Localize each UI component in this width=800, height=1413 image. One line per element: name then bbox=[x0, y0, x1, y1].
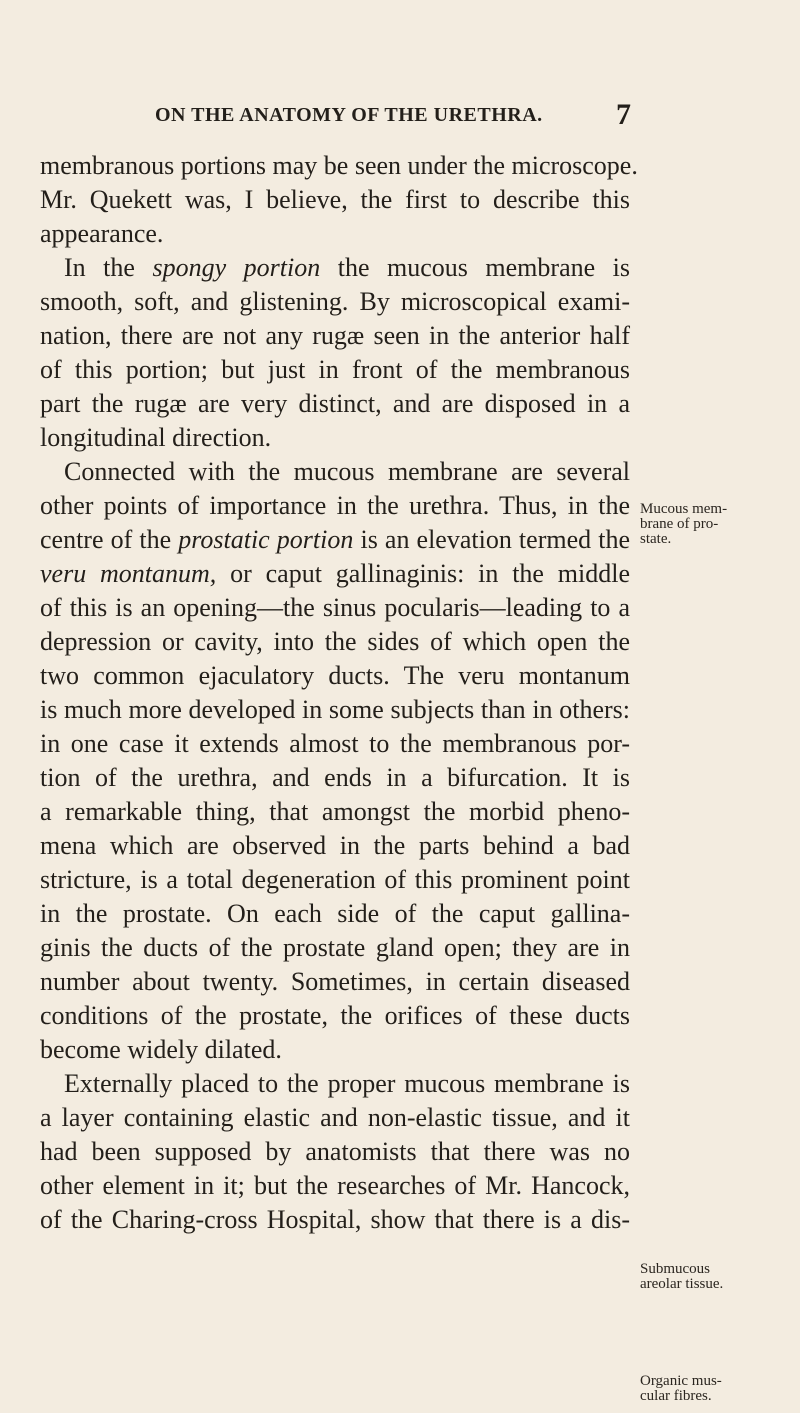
text-line: Externally placed to the proper mucous membrane is bbox=[64, 1069, 630, 1098]
text-line: mena which are observed in the parts behind a bad bbox=[40, 831, 630, 860]
text-line: a layer containing elastic and non-elastic tissue, and it bbox=[40, 1103, 630, 1132]
text-line: other element in it; but the researches of Mr. Hancock, bbox=[40, 1171, 630, 1200]
text-line: part the rugæ are very distinct, and are disposed in a bbox=[40, 389, 630, 418]
text-line: become widely dilated. bbox=[40, 1035, 282, 1064]
text-line: membranous portions may be seen under the microscope. bbox=[40, 151, 638, 180]
text-line: of this portion; but just in front of the membranous bbox=[40, 355, 630, 384]
text-line: of the Charing-cross Hospital, show that there is a dis- bbox=[40, 1205, 630, 1234]
text-line: ginis the ducts of the prostate gland open; they are in bbox=[40, 933, 630, 962]
text-line: had been supposed by anatomists that there was no bbox=[40, 1137, 630, 1166]
margin-note-submucous-tissue: Submucous areolar tissue. bbox=[640, 1261, 724, 1292]
text-line: appearance. bbox=[40, 219, 164, 248]
text-line: longitudinal direction. bbox=[40, 423, 272, 452]
text-line: stricture, is a total degeneration of this prominent point bbox=[40, 865, 630, 894]
italic-term: veru montanum, bbox=[40, 559, 217, 588]
italic-term: spongy portion bbox=[152, 253, 321, 282]
running-header bbox=[0, 100, 800, 140]
text-line: other points of importance in the urethra. Thus, in the bbox=[40, 491, 630, 520]
text-line: number about twenty. Sometimes, in certain diseased bbox=[40, 967, 630, 996]
text-line: conditions of the prostate, the orifices of these ducts bbox=[40, 1001, 630, 1030]
margin-note-mucous-membrane: Mucous mem- brane of pro- state. bbox=[640, 501, 728, 547]
text-line: a remarkable thing, that amongst the morbid pheno- bbox=[40, 797, 630, 826]
text-line: smooth, soft, and glistening. By microscopical exami- bbox=[40, 287, 630, 316]
text-line: veru montanum, or caput gallinaginis: in the middle bbox=[40, 559, 630, 588]
text-line: depression or cavity, into the sides of which open the bbox=[40, 627, 630, 656]
text-line: in one case it extends almost to the membranous por- bbox=[40, 729, 630, 758]
body-text bbox=[40, 149, 638, 1237]
text-line: Mr. Quekett was, I believe, the first to describe this bbox=[40, 185, 630, 214]
text-line: two common ejaculatory ducts. The veru montanum bbox=[40, 661, 630, 690]
text-line: tion of the urethra, and ends in a bifurcation. It is bbox=[40, 763, 630, 792]
text-line: is much more developed in some subjects than in others: bbox=[40, 695, 630, 724]
text-line: Connected with the mucous membrane are several bbox=[64, 457, 630, 486]
margin-note-muscular-fibres: Organic mus- cular fibres. bbox=[640, 1373, 722, 1404]
text-line: In the spongy portion the mucous membrane is bbox=[64, 253, 631, 282]
running-title: ON THE ANATOMY OF THE URETHRA. bbox=[155, 104, 543, 126]
text-line: nation, there are not any rugæ seen in the anterior half bbox=[40, 321, 630, 350]
text-line: in the prostate. On each side of the caput gallina- bbox=[40, 899, 630, 928]
italic-term: prostatic portion bbox=[178, 525, 354, 554]
text-line: of this is an opening—the sinus pocularis—leading to a bbox=[40, 593, 630, 622]
text-line: centre of the prostatic portion is an elevation termed the bbox=[40, 525, 630, 554]
page-number: 7 bbox=[616, 98, 631, 131]
